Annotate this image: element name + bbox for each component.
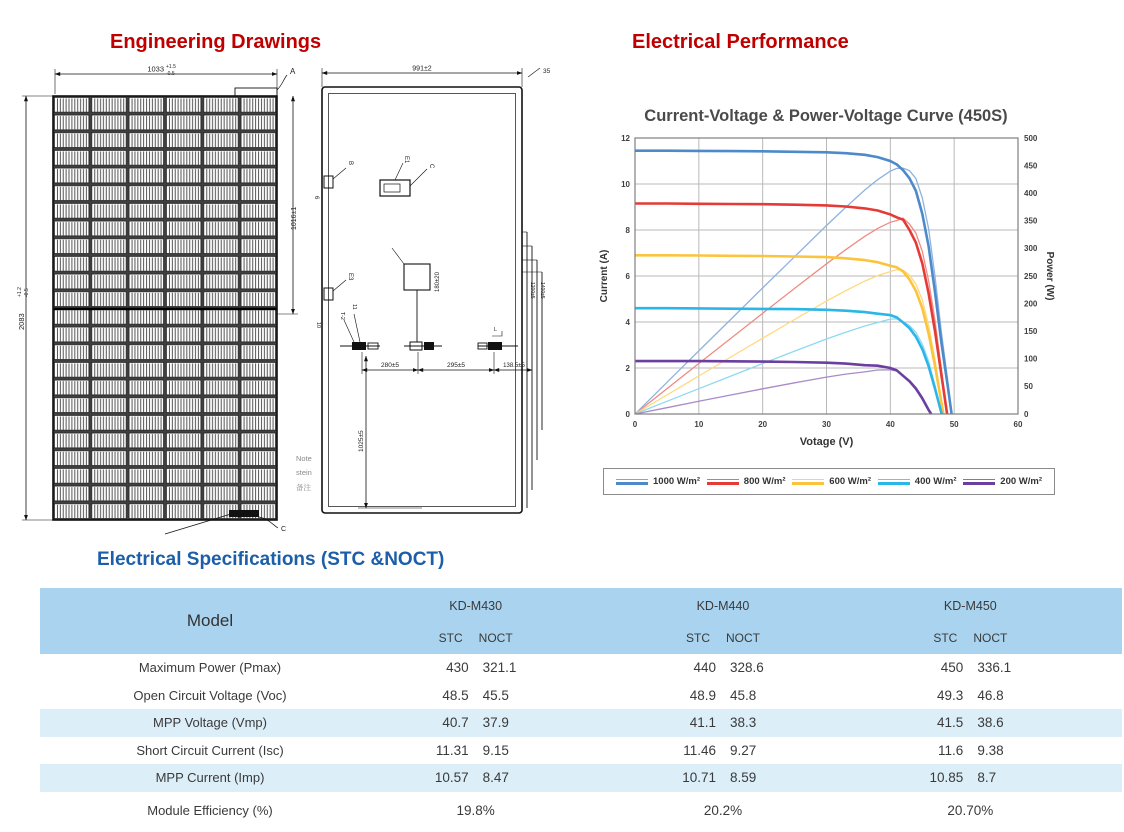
table-row	[40, 709, 1122, 737]
model-column-header	[627, 588, 874, 654]
back-label-b: B	[347, 161, 353, 166]
noct-value: 8.7	[977, 770, 997, 786]
back-label-6: 6	[313, 196, 319, 200]
back-mid-box	[404, 264, 430, 290]
svg-text:2: 2	[625, 363, 630, 373]
stc-subheader: STC	[685, 631, 710, 645]
legend-swatch	[707, 479, 739, 485]
noct-value: 9.38	[977, 742, 1004, 758]
note-line-1: Note	[296, 454, 312, 463]
svg-text:450: 450	[1024, 161, 1038, 171]
row-label: Maximum Power (Pmax)	[138, 660, 282, 676]
front-dim-left: 2083	[17, 313, 26, 330]
legend-item	[878, 476, 957, 487]
svg-text:60: 60	[1013, 420, 1023, 429]
svg-text:150: 150	[1024, 327, 1038, 336]
row-label: MPP Voltage (Vmp)	[153, 715, 267, 731]
legend-swatch	[878, 479, 910, 485]
model-name: KD-M430	[449, 599, 503, 613]
table-row	[40, 654, 1122, 682]
row-values	[599, 688, 846, 703]
legend-label: 200 W/m²	[1000, 476, 1042, 487]
left-axis-label: Current (A)	[599, 249, 610, 303]
model-name: KD-M450	[943, 599, 997, 613]
back-dim-cable-right-2: 1400±5	[539, 282, 545, 299]
svg-text:200: 200	[1024, 299, 1038, 309]
svg-text:10: 10	[694, 420, 704, 429]
stc-subheader: STC	[933, 631, 958, 645]
back-dim-cable-1: 280±5	[380, 362, 400, 369]
note-line-3: 备注	[296, 482, 311, 492]
svg-text:0: 0	[625, 409, 630, 419]
noct-subheader: NOCT	[725, 631, 760, 645]
row-label: Open Circuit Voltage (Voc)	[133, 687, 287, 703]
svg-text:100: 100	[1024, 354, 1038, 364]
front-view-drawing	[15, 58, 307, 536]
stc-value: 48.5	[442, 687, 469, 703]
svg-text:40: 40	[885, 420, 895, 429]
row-values	[352, 803, 599, 818]
panel-corner-detail	[229, 510, 259, 517]
x-axis-label: Votage (V)	[799, 436, 854, 448]
row-values	[599, 770, 846, 785]
note-line-2: stein	[296, 468, 312, 478]
noct-value: 9.15	[482, 742, 509, 758]
front-dim-right: 1016±1	[291, 206, 298, 230]
electrical-performance-title: Electrical Performance	[632, 31, 849, 53]
back-dim-vertical: 1025±5	[358, 430, 365, 452]
cell-value: 20.70%	[947, 802, 994, 818]
stc-value: 40.7	[442, 715, 469, 731]
svg-text:12: 12	[621, 133, 630, 143]
legend-swatch	[963, 479, 995, 485]
stc-value: 10.85	[929, 770, 964, 786]
row-values	[352, 770, 599, 785]
chart-legend	[603, 468, 1055, 495]
legend-swatch	[792, 479, 824, 485]
legend-item	[616, 476, 700, 487]
svg-text:350: 350	[1024, 216, 1038, 226]
back-label-c: C	[428, 164, 434, 169]
front-dim-left-tol-minus: -0.5	[24, 288, 30, 297]
noct-value: 46.8	[977, 687, 1004, 703]
legend-item	[963, 476, 1042, 487]
noct-value: 9.27	[729, 742, 757, 758]
back-label-11: 11	[351, 304, 357, 310]
pv-curve	[635, 370, 931, 414]
connector-1	[352, 342, 366, 350]
svg-text:50: 50	[949, 420, 959, 429]
pv-curve	[635, 270, 943, 414]
model-column-header	[875, 588, 1122, 654]
noct-value: 37.9	[482, 715, 509, 731]
table-header	[40, 588, 1122, 654]
legend-label: 1000 W/m²	[653, 476, 700, 487]
front-dim-top-tol-minus: -0.5	[166, 71, 175, 77]
model-header: Model	[186, 611, 234, 630]
row-values	[847, 688, 1094, 703]
row-values	[847, 715, 1094, 730]
noct-value: 8.59	[729, 770, 757, 786]
back-dim-jbox: 180±20	[435, 272, 441, 292]
svg-text:300: 300	[1024, 244, 1038, 254]
back-label-l: L	[494, 327, 498, 333]
row-values	[352, 743, 599, 758]
iv-curve	[635, 151, 952, 414]
drawing-note	[296, 452, 312, 495]
table-row	[40, 682, 1122, 710]
stc-value: 450	[940, 660, 964, 676]
stc-value: 430	[446, 660, 469, 676]
engineering-drawings-title: Engineering Drawings	[110, 31, 322, 53]
electrical-specifications-title: Electrical Specifications (STC &NOCT)	[97, 549, 445, 570]
stc-value: 11.6	[938, 742, 964, 758]
noct-value: 45.5	[482, 687, 509, 703]
back-dim-cable-right-1: 1200±5	[529, 282, 535, 299]
row-values	[352, 660, 599, 675]
noct-value: 336.1	[977, 660, 1012, 676]
row-values	[599, 660, 846, 675]
panel-back-frame	[322, 87, 522, 513]
table-row	[40, 737, 1122, 765]
pv-curve	[635, 218, 947, 414]
row-values	[352, 715, 599, 730]
junction-box	[380, 180, 410, 196]
row-values	[847, 770, 1094, 785]
back-label-e1: E1	[403, 156, 409, 164]
stc-value: 48.9	[689, 687, 716, 703]
back-dim-frame: 35	[543, 68, 551, 75]
row-values	[847, 660, 1094, 675]
cell-value: 19.8%	[456, 802, 495, 818]
stc-subheader: STC	[438, 631, 463, 645]
stc-value: 49.3	[937, 687, 964, 703]
front-callout-a: A	[290, 67, 296, 76]
connector-3	[488, 342, 502, 350]
row-values	[847, 743, 1094, 758]
legend-label: 600 W/m²	[829, 476, 871, 487]
back-dim-cable-2: 295±5	[446, 362, 466, 369]
noct-value: 45.8	[729, 687, 757, 703]
svg-text:8: 8	[625, 225, 630, 235]
legend-swatch	[616, 479, 648, 485]
cell-value: 20.2%	[703, 802, 743, 818]
stc-value: 11.31	[435, 742, 469, 758]
back-dim-cable-3: 138.5±5	[503, 363, 525, 369]
row-values	[599, 743, 846, 758]
model-name: KD-M440	[696, 599, 750, 613]
svg-text:50: 50	[1024, 382, 1033, 392]
stc-value: 10.71	[682, 770, 716, 786]
stc-value: 41.5	[937, 715, 964, 731]
table-row	[40, 764, 1122, 792]
svg-text:4: 4	[625, 317, 630, 327]
stc-value: 10.57	[434, 770, 469, 786]
front-dim-left-tol-plus: +1.2	[17, 287, 23, 297]
row-values	[847, 803, 1094, 818]
noct-value: 8.47	[482, 770, 509, 786]
front-callout-c: C	[281, 526, 287, 533]
svg-text:400: 400	[1024, 189, 1038, 198]
svg-text:250: 250	[1024, 271, 1038, 281]
svg-text:6: 6	[625, 271, 630, 281]
legend-label: 400 W/m²	[914, 476, 957, 487]
row-values	[599, 715, 846, 730]
iv-pv-curve-chart	[595, 132, 1055, 452]
iv-curve	[635, 255, 943, 414]
noct-value: 38.3	[729, 715, 757, 731]
front-dim-top: 1033	[147, 64, 164, 74]
row-label: MPP Current (Imp)	[155, 770, 265, 786]
legend-label: 800 W/m²	[743, 476, 786, 487]
table-body	[40, 654, 1122, 829]
svg-text:500: 500	[1024, 133, 1038, 143]
back-label-t2: T-2	[339, 312, 345, 320]
noct-value: 328.6	[729, 660, 764, 676]
model-column-header	[380, 588, 627, 654]
noct-subheader: NOCT	[478, 631, 513, 645]
pv-curve	[635, 319, 942, 414]
table-row	[40, 792, 1122, 829]
row-label: Short Circuit Current (Isc)	[136, 742, 284, 758]
svg-text:20: 20	[758, 420, 768, 429]
stc-value: 440	[693, 660, 716, 676]
svg-text:30: 30	[822, 420, 831, 429]
back-label-e3: E3	[347, 273, 353, 281]
legend-item	[792, 476, 871, 487]
stc-value: 41.1	[689, 715, 716, 731]
svg-text:10: 10	[621, 179, 630, 189]
row-label: Module Efficiency (%)	[147, 802, 273, 818]
noct-value: 321.1	[482, 660, 517, 676]
back-label-10: 10	[315, 322, 321, 329]
stc-value: 11.46	[683, 742, 716, 758]
legend-item	[707, 476, 786, 487]
right-axis-label: Power (W)	[1044, 251, 1055, 301]
row-values	[352, 688, 599, 703]
back-view-drawing	[300, 60, 570, 530]
noct-subheader: NOCT	[973, 631, 1008, 645]
svg-text:0: 0	[1024, 409, 1029, 419]
front-dim-top-tol-plus: +1.5	[166, 64, 176, 70]
back-dim-top: 991±2	[412, 65, 432, 73]
chart-title: Current-Voltage & Power-Voltage Curve (450S)	[644, 107, 1008, 125]
svg-text:0: 0	[632, 420, 638, 429]
row-values	[599, 803, 846, 818]
spec-table	[40, 588, 1122, 829]
noct-value: 38.6	[977, 715, 1004, 731]
